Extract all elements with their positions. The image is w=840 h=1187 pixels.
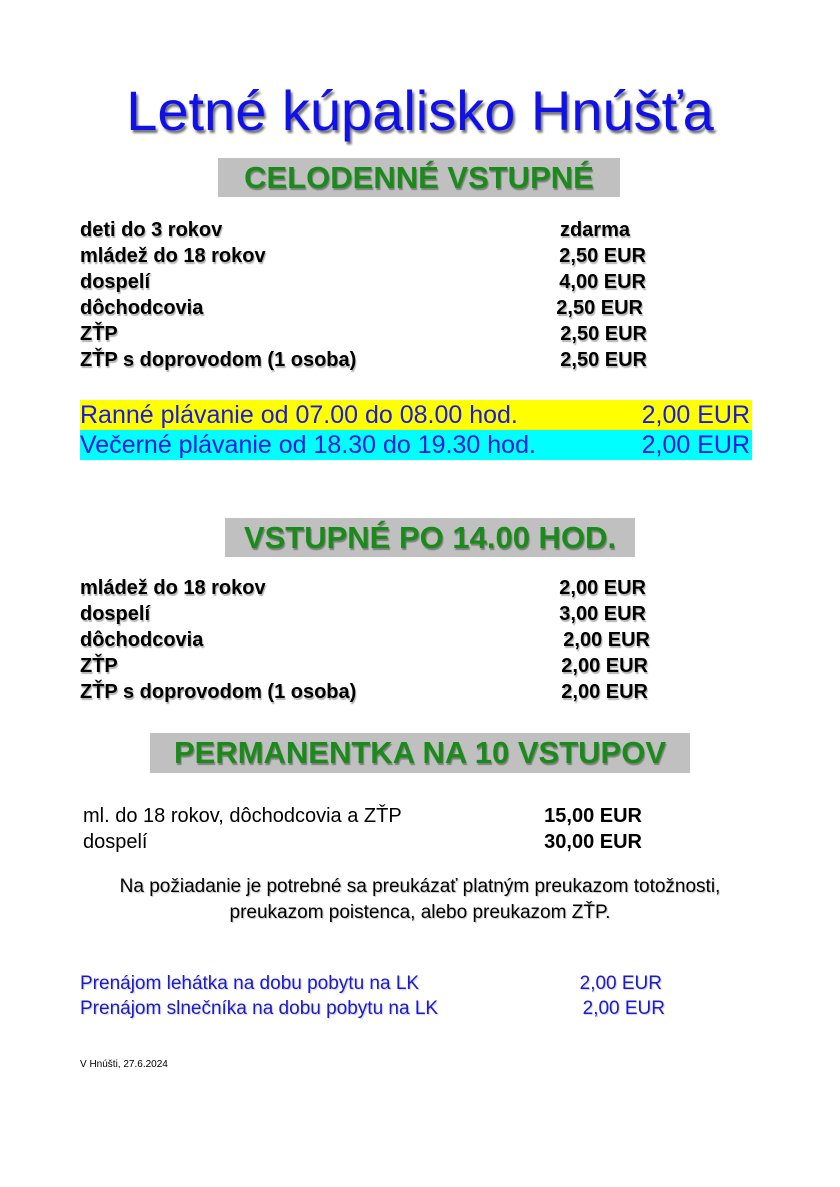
price-label: mládež do 18 rokov — [80, 577, 266, 599]
price-value: 3,00 EUR — [559, 603, 646, 625]
pass-price: 15,00 EUR — [544, 805, 642, 827]
price-label: ZŤP — [80, 323, 118, 345]
price-value: 2,50 EUR — [556, 297, 643, 319]
pass-price: 30,00 EUR — [544, 831, 642, 853]
price-value: 2,00 EUR — [563, 629, 650, 651]
id-note-line-1: Na požiadanie je potrebné sa preukázať platným preukazom totožnosti, — [119, 876, 721, 897]
rental-label: Prenájom slnečníka na dobu pobytu na LK — [80, 998, 439, 1019]
price-value: 2,00 EUR — [561, 681, 648, 703]
price-label: dospelí — [80, 603, 151, 625]
price-value: zdarma — [559, 219, 630, 241]
heading-full-day-admission: CELODENNÉ VSTUPNÉ — [218, 158, 620, 197]
morning-swimming-price: 2,00 EUR — [641, 401, 750, 429]
price-value: 2,50 EUR — [560, 323, 647, 345]
price-label: dospelí — [80, 271, 151, 293]
price-label: dôchodcovia — [80, 629, 204, 651]
pass-label: dospelí — [83, 831, 148, 853]
rental-label: Prenájom lehátka na dobu pobytu na LK — [80, 973, 420, 994]
price-label: deti do 3 rokov — [80, 219, 223, 241]
price-label: ZŤP — [80, 655, 118, 677]
morning-swimming-label: Ranné plávanie od 07.00 do 08.00 hod. — [80, 401, 518, 429]
rental-price: 2,00 EUR — [582, 998, 665, 1019]
price-label: ZŤP s doprovodom (1 osoba) — [80, 349, 357, 371]
evening-swimming-label: Večerné plávanie od 18.30 do 19.30 hod. — [80, 431, 536, 459]
price-value: 2,50 EUR — [559, 245, 646, 267]
evening-swimming-row — [80, 430, 752, 460]
price-value: 2,50 EUR — [560, 349, 647, 371]
date-footer: V Hnúšti, 27.6.2024 — [80, 1059, 168, 1070]
id-note-line-2: preukazom poistenca, alebo preukazom ZŤP. — [229, 902, 611, 923]
price-label: ZŤP s doprovodom (1 osoba) — [80, 681, 357, 703]
heading-afternoon-admission: VSTUPNÉ PO 14.00 HOD. — [225, 518, 635, 557]
morning-swimming-row — [80, 400, 752, 430]
price-value: 4,00 EUR — [559, 271, 646, 293]
price-label: dôchodcovia — [80, 297, 204, 319]
page-title: Letné kúpalisko Hnúšťa — [126, 79, 714, 142]
rental-price: 2,00 EUR — [579, 973, 662, 994]
heading-season-pass: PERMANENTKA NA 10 VSTUPOV — [150, 733, 690, 773]
evening-swimming-price: 2,00 EUR — [641, 431, 750, 459]
pass-label: ml. do 18 rokov, dôchodcovia a ZŤP — [83, 805, 402, 827]
price-value: 2,00 EUR — [559, 577, 646, 599]
price-label: mládež do 18 rokov — [80, 245, 266, 267]
price-value: 2,00 EUR — [561, 655, 648, 677]
